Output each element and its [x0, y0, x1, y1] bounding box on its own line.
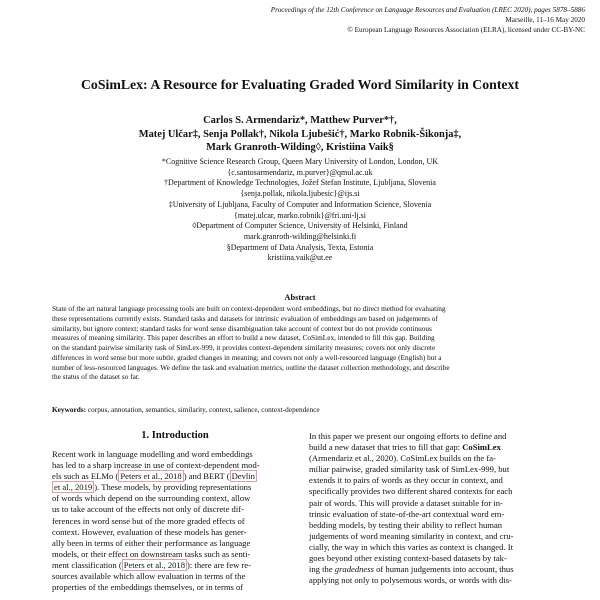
citation-link[interactable]: Peters et al., 2018	[120, 471, 182, 482]
body-text: CoSimLex builds on the fa-	[398, 453, 496, 464]
affiliation: §Department of Data Analysis, Texta, Estonia	[226, 242, 374, 252]
body-line: Recent work in language modelling and word embeddings	[52, 449, 253, 459]
venue-line: Marseille, 11–16 May 2020	[505, 16, 585, 24]
keywords	[52, 405, 548, 414]
abstract-heading: Abstract	[284, 293, 316, 302]
affiliation: *Cognitive Science Research Group, Queen Mary University of London, London, UK	[161, 157, 439, 166]
citation-link[interactable]: et al., 2019	[54, 482, 93, 493]
abstract-line: on the standard pairwise similarity task of SimLex-999, it provides context-dependent similarity measures; covers not only discrete	[52, 343, 436, 352]
citation-link[interactable]: (Armendariz et al., 2020).	[309, 453, 399, 464]
body-line: In this paper we present our ongoing efforts to define and	[309, 431, 507, 441]
affiliation-list	[0, 157, 600, 264]
abstract-line: State of the art natural language processing tools are built on context-dependent word embeddings, but no direct method for evaluating	[52, 304, 446, 313]
proceedings-line: Proceedings of the 12th Conference on Language Resources and Evaluation (LREC 2020), pages 5878–5886	[270, 6, 585, 14]
body-line	[309, 564, 555, 575]
abstract-line: these representations currently exists. Standard tasks and datasets for intrinsic evaluation of embeddings are based on judgements of	[52, 313, 438, 323]
body-line: specifically provides two different shared contexts for each	[309, 486, 513, 497]
keywords-text: corpus, annotation, semantics, similarity, context, salience, context-dependence	[86, 405, 320, 414]
body-line: of words which depend on the surrounding context, allow	[52, 493, 251, 504]
section-heading: 1. Introduction	[141, 430, 209, 441]
affiliation-email: {matej.ulcar, marko.robnik}@fri.uni-lj.si	[233, 210, 367, 220]
body-line	[52, 482, 298, 493]
affiliation-email: {c.santosarmendariz, m.purver}@qmul.ac.uk	[227, 167, 373, 177]
body-text: ) and BERT (	[183, 471, 230, 482]
body-line: sources available which allow evaluation in terms of the	[52, 571, 246, 582]
body-line: ferences in word sense but of the more graded effects of	[52, 515, 245, 526]
keywords-label: Keywords:	[52, 405, 87, 414]
right-column	[309, 431, 555, 586]
body-line: ally been in terms of either their performance as language	[52, 537, 251, 548]
affiliation: ◊Department of Computer Science, University of Helsinki, Finland	[192, 221, 408, 231]
affiliation-email: kristiina.vaik@ut.ee	[267, 253, 333, 263]
body-line: trinsic evaluation of state-of-the-art contextual word em-	[309, 508, 505, 519]
body-line: properties of the embeddings themselves, or in terms of	[52, 582, 244, 593]
body-text: els such as ELMo (	[52, 471, 119, 482]
author-line: Mark Granroth-Wilding◊, Kristiina Vaik§	[206, 142, 394, 154]
paper-title: CoSimLex: A Resource for Evaluating Graded Word Similarity in Context	[80, 77, 520, 92]
author-list	[0, 114, 600, 155]
body-line	[309, 442, 555, 453]
body-line: us to take account of the effects not only of discrete dif-	[52, 504, 244, 515]
body-text: ing the	[309, 564, 335, 575]
body-line: has led to a sharp increase in use of context-dependent mod-	[52, 460, 260, 471]
body-line: miliar pairwise, graded similarity task of SimLex-999, but	[309, 464, 510, 475]
body-line: goes beyond other existing context-based datasets by tak-	[309, 553, 507, 564]
body-line: extends it to pairs of words as they occur in context, and	[309, 475, 503, 486]
citation-link[interactable]: Peters et al., 2018	[123, 559, 186, 570]
left-column	[52, 449, 298, 593]
author-line: Matej Ulčar‡, Senja Pollak†, Nikola Ljubešić†, Marko Robnik-Šikonja‡,	[138, 128, 462, 140]
abstract-body	[52, 304, 548, 382]
body-line: applying not only to polysemous words, or words with dis-	[309, 575, 512, 586]
affiliation-email: {senja.pollak, nikola.ljubesic}@ijs.si	[240, 189, 360, 199]
body-line: pair of words. This will provide a dataset suitable for in-	[309, 497, 503, 508]
proceedings-header	[245, 5, 585, 35]
abstract-line: measures of meaning similarity. This paper describes an effort to build a new dataset, CoSimLex, intended to fill this gap. Building	[52, 333, 435, 343]
affiliation: ‡University of Ljubljana, Faculty of Computer and Information Science, Slovenia	[168, 199, 432, 209]
emphasis: gradedness	[334, 564, 374, 575]
abstract-line: number of less-resourced languages. We define the task and evaluation metrics, outline the dataset collection methodology, and describe	[52, 362, 450, 372]
body-line: models, or their effect on downstream tasks such as senti-	[52, 548, 251, 559]
abstract-line: the status of the dataset so far.	[52, 372, 140, 382]
abstract-line: similarity, but ignore context; standard tasks for word sense disambiguation take account of context but do not provide continuous	[52, 323, 432, 333]
affiliation: †Department of Knowledge Technologies, Jožef Stefan Institute, Ljubljana, Slovenia	[164, 178, 436, 188]
body-line: judgements of word meaning similarity in context, and cru-	[309, 530, 514, 541]
body-text: build a new dataset that tries to fill that gap:	[309, 442, 463, 453]
affiliation-email: mark.granroth-wilding@helsinki.fi	[243, 231, 357, 241]
citation-link[interactable]: Devlin	[231, 471, 255, 482]
body-text: ment classification (	[52, 559, 122, 570]
body-line	[52, 560, 298, 571]
license-line: © European Language Resources Association (ELRA), licensed under CC-BY-NC	[347, 26, 585, 34]
body-text: ). These models, by providing representations	[94, 482, 252, 493]
dataset-name: CoSimLex	[462, 442, 501, 453]
body-line: context. However, evaluation of these models has gener-	[52, 526, 247, 537]
body-text: ): there are few re-	[187, 559, 251, 570]
abstract-line: differences in word sense but more subtle, graded changes in meaning; and covers not only a well-resourced language (English) but a	[52, 352, 442, 362]
author-line: Carlos S. Armendariz*, Matthew Purver*†,	[203, 115, 397, 126]
body-line: bedding models, by testing their ability to reflect human	[309, 519, 503, 530]
body-line	[309, 453, 555, 464]
body-line: cially, the way in which this varies as context is changed. It	[309, 541, 513, 552]
body-text: of human judgements into account, thus	[373, 564, 514, 575]
